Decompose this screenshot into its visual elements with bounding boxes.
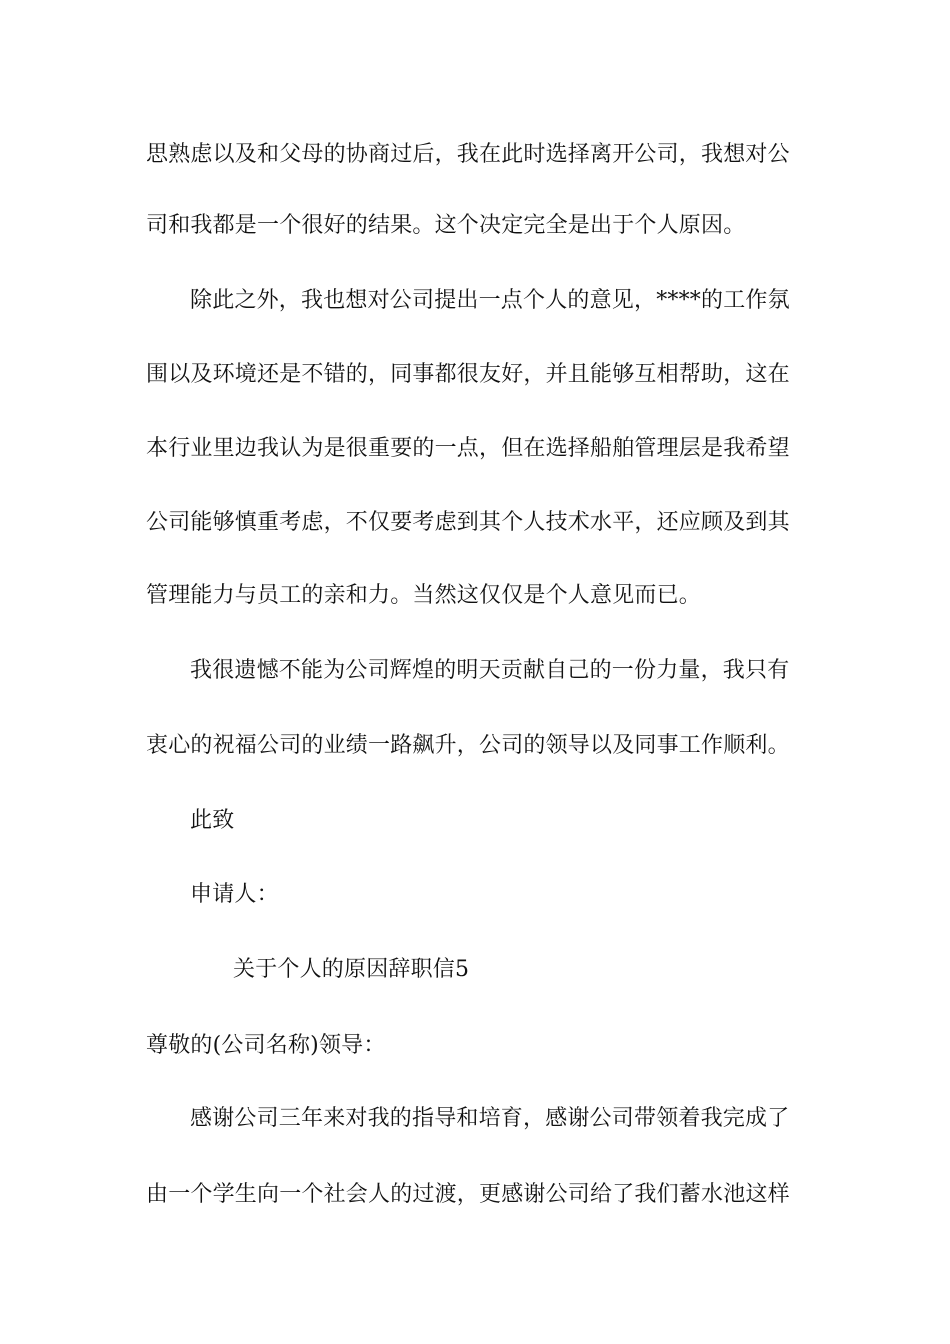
paragraph-line: 思熟虑以及和父母的协商过后，我在此时选择离开公司，我想对公 (146, 142, 790, 167)
paragraph-line: 本行业里边我认为是很重要的一点，但在选择船舶管理层是我希望 (146, 436, 790, 461)
paragraph-line: 围以及环境还是不错的，同事都很友好，并且能够互相帮助，这在 (146, 362, 790, 387)
greeting-line: 尊敬的(公司名称)领导： (146, 1033, 386, 1058)
paragraph-line: 除此之外，我也想对公司提出一点个人的意见，****的工作氛 (190, 288, 790, 313)
closing-salutation: 此致 (190, 808, 235, 833)
section-title: 关于个人的原因辞职信5 (233, 957, 470, 982)
paragraph-line: 公司能够慎重考虑，不仅要考虑到其个人技术水平，还应顾及到其 (146, 510, 790, 535)
applicant-label: 申请人： (190, 882, 279, 907)
paragraph-line: 感谢公司三年来对我的指导和培育，感谢公司带领着我完成了 (190, 1106, 790, 1131)
paragraph-line: 衷心的祝福公司的业绩一路飙升，公司的领导以及同事工作顺利。 (146, 733, 790, 758)
paragraph-line: 管理能力与员工的亲和力。当然这仅仅是个人意见而已。 (146, 583, 702, 608)
paragraph-line: 司和我都是一个很好的结果。这个决定完全是出于个人原因。 (146, 213, 746, 238)
paragraph-line: 我很遗憾不能为公司辉煌的明天贡献自己的一份力量，我只有 (190, 658, 790, 683)
paragraph-line: 由一个学生向一个社会人的过渡，更感谢公司给了我们蓄水池这样 (146, 1182, 790, 1207)
